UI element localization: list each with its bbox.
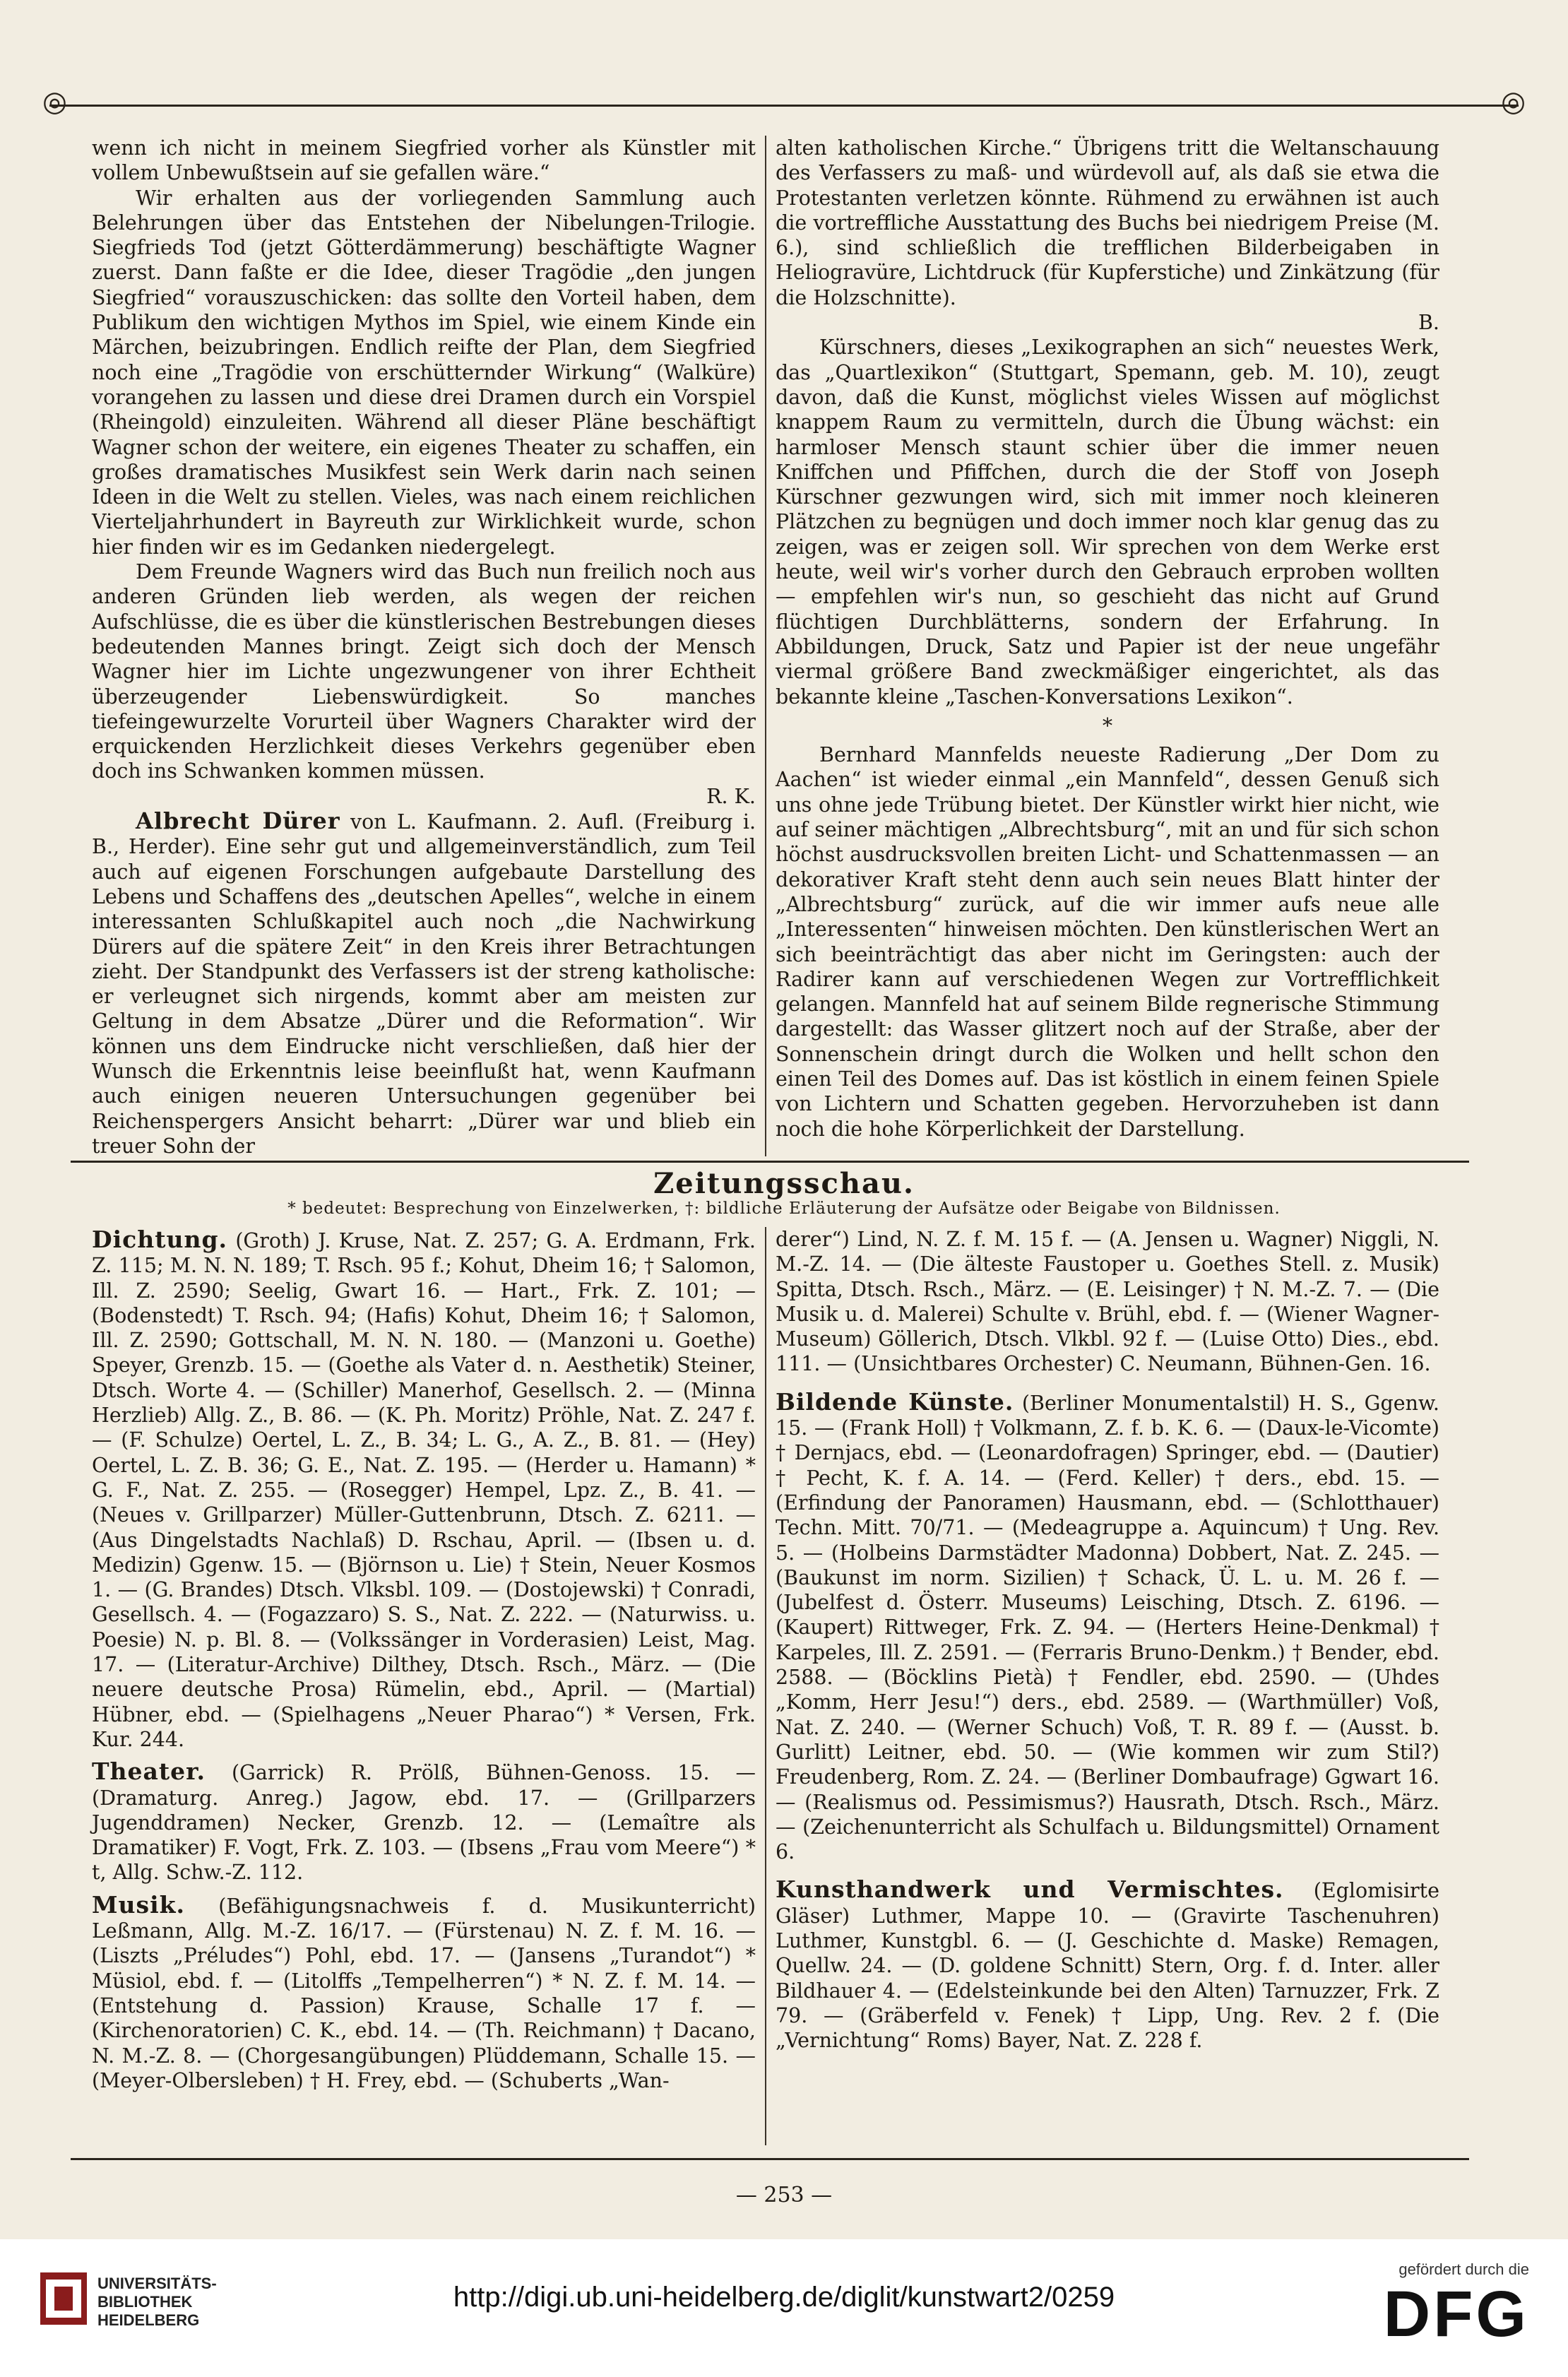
kunsthandwerk-heading: Kunsthandwerk und Vermischtes.	[776, 1875, 1284, 1904]
mannfeld-review: Bernhard Mannfelds neueste Radierung „Der Dom zu Aachen“ ist wieder einmal „ein Mannfeld“, dessen Genuß sich uns ohne jede Trübung bietet. Der Künstler wirkt hier nicht, wie auf seiner mächtigen „Albrechtsburg“, mit an und für sich schon höchst ausdrucksvollen breiten Licht- und Schattenmassen — an dekorativer Kraft steht denn auch sein neues Blatt hinter der „Albrechtsburg“ zurück, auf die wir immer aufs neue alle „Interessenten“ hinweisen möchten. Den künstlerischen Wert an sich beeinträchtigt das aber nicht im Geringsten: auch der Radirer kann auf verschiedenen Wegen zur Vortrefflichkeit gelangen. Mannfeld hat auf seinem Bilde regnerische Stimmung dargestellt: das Wasser glitzert noch auf der Straße, aber der Sonnenschein dringt durch die Wolken und hellt schon den einen Teil des Domes auf. Das ist köstlich in einem feinen Spiele von Lichtern und Schatten gegeben. Hervorzuheben ist dann noch die hohe Körperlichkeit der Darstellung.	[776, 743, 1439, 1141]
left-column-bottom	[92, 1227, 756, 2093]
footer-bar	[0, 2239, 1568, 2377]
bottom-rule	[71, 2158, 1469, 2160]
top-rule	[49, 105, 1519, 107]
right-column-bottom	[776, 1227, 1439, 2053]
ornament-right: ◎	[1501, 85, 1526, 118]
section-title: Zeitungsschau.	[653, 1167, 915, 1200]
paragraph: Dem Freunde Wagners wird das Buch nun freilich noch aus anderen Gründen lieb werden, als wegen der reichen Aufschlüsse, die es über die künstlerischen Bestrebungen dieses bedeutenden Mannes bringt. Zeigt sich doch der Mensch Wagner hier im Lichte ungezwungener von ihrer Echtheit überzeugender Liebenswürdigkeit. So manches tiefeingewurzelte Vorurteil über Wagners Charakter wird der erquickenden Herzlichkeit dieses Verkehrs gegenüber eben doch ins Schwanken kommen müssen.	[92, 560, 756, 783]
musik-text: (Befähigungsnachweis f. d. Musikunterricht) Leßmann, Allg. M.-Z. 16/17. — (Fürstenau) N. Z. f. M. 16. — (Liszts „Préludes“) Pohl, ebd. 17. — (Jansens „Turandot“) * Müsiol, ebd. f. — (Litolffs „Tempelherren“) * N. Z. f. M. 14. — (Entstehung d. Passion) Krause, Schalle 17 f. — (Kirchenoratorien) C. K., ebd. 14. — (Th. Reichmann) † Dacano, N. M.-Z. 8. — (Chorgesangübungen) Plüddemann, Schalle 15. — (Meyer-Olbersleben) † H. Frey, ebd. — (Schuberts „Wan-	[92, 1894, 756, 2092]
theater-entry	[92, 1759, 756, 1885]
theater-heading: Theater.	[92, 1757, 206, 1786]
page-number: — 253 —	[735, 2183, 833, 2207]
durer-text: von L. Kaufmann. 2. Aufl. (Freiburg i. B., Herder). Eine sehr gut und allgemeinverständlich, zum Teil auch auf eigenen Forschungen aufgebaute Darstellung des Lebens und Schaffens des „deutschen Apelles“, welche in einem interessanten Schlußkapitel auch noch „die Nachwirkung Dürers auf die spätere Zeit“ in den Kreis ihrer Betrachtungen zieht. Der Standpunkt des Verfassers ist der streng katholische: er verleugnet sich nirgends, kommt aber am meisten zur Geltung in dem Absatze „Dürer und die Reformation“. Wir können uns dem Eindrucke nicht verschließen, daß hier der Wunsch die Erkenntnis leise beeinflußt hat, wenn Kaufmann auch einigen neueren Untersuchungen gegenüber bei Reichenspergers Ansicht beharrt: „Dürer war und blieb ein treuer Sohn der	[92, 810, 756, 1158]
musik-continuation: derer“) Lind, N. Z. f. M. 15 f. — (A. Jensen u. Wagner) Niggli, N. M.-Z. 14. — (Die älteste Faustoper u. Goethes Stell. z. Musik) Spitta, Dtsch. Rsch., März. — (E. Leisinger) † N. M.-Z. 7. — (Die Musik u. d. Malerei) Schulte v. Brühl, ebd. f. — (Wiener Wagner-Museum) Göllerich, Dtsch. Vlkbl. 92 f. — (Luise Otto) Dies., ebd. 111. — (Unsichtbares Orchester) C. Neumann, Bühnen-Gen. 16.	[776, 1228, 1439, 1376]
uni-line: HEIDELBERG	[97, 2311, 200, 2329]
legend: * bedeutet: Besprechung von Einzelwerken, †: bildliche Erläuterung der Aufsätze oder Beigabe von Bildnissen.	[287, 1199, 1281, 1218]
uni-line: UNIVERSITÄTS-	[97, 2275, 217, 2292]
musik-entry	[92, 1892, 756, 2093]
signature: B.	[1418, 311, 1439, 335]
paragraph: alten katholischen Kirche.“ Übrigens tritt die Weltanschauung des Verfassers zu maß- und würdevoll auf, als daß sie etwa die Protestanten verletzen könnte. Rühmend zu erwähnen ist auch die vortreffliche Ausstattung des Buchs bei niedrigem Preise (M. 6.), sind schließlich die trefflichen Bilderbeigaben in Heliogravüre, Lichtdruck (für Kupferstiche) und Zinkätzung (für die Holzschnitte).	[776, 136, 1439, 309]
paragraph: wenn ich nicht in meinem Siegfried vorher als Künstler mit vollem Unbewußtsein auf sie gefallen wäre.“	[92, 136, 756, 185]
uni-line: BIBLIOTHEK	[97, 2293, 193, 2311]
dichtung-heading: Dichtung.	[92, 1226, 228, 1253]
right-column-top	[776, 136, 1439, 1142]
separator-star: *	[1102, 713, 1113, 737]
bildende-entry	[776, 1389, 1439, 1865]
dfg-logo: DFG	[1383, 2278, 1529, 2350]
paragraph: Wir erhalten aus der vorliegenden Sammlung auch Belehrungen über das Entstehen der Nibelungen-Trilogie. Siegfrieds Tod (jetzt Götterdämmerung) beschäftigte Wagner zuerst. Dann faßte er die Idee, dieser Tragödie „den jungen Siegfried“ vorauszuschicken: das sollte den Vorteil haben, dem Publikum den wichtigen Mythos im Spiel, wie einem Kinde ein Märchen, beizubringen. Endlich reifte der Plan, dem Siegfried noch eine „Tragödie von erschütternder Wirkung“ (Walküre) vorangehen zu lassen und diese drei Dramen durch ein Vorspiel (Rheingold) einzuleiten. Während all dieser Pläne beschäftigt Wagner schon der weitere, ein eigenes Theater zu schaffen, ein großes dramatisches Musikfest sein Werk darin nach seinen Ideen in die Welt zu stellen. Vieles, was nach einem reichlichen Vierteljahrhundert in Bayreuth zur Wirklichkeit wurde, schon hier finden wir es im Gedanken niedergelegt.	[92, 186, 756, 559]
signature: R. K.	[706, 784, 756, 808]
musik-heading: Musik.	[92, 1890, 185, 1919]
dichtung-entry	[92, 1227, 756, 1752]
bildende-text: (Berliner Monumentalstil) H. S., Ggenw. 15. — (Frank Holl) † Volkmann, Z. f. b. K. 6. — (Daux-le-Vicomte) † Dernjacs, ebd. — (Leonardofragen) Springer, ebd. — (Dautier) † Pecht, K. f. A. 14. — (Ferd. Keller) † ders., ebd. 15. — (Erfindung der Panoramen) Hausmann, ebd. — (Schlotthauer) Techn. Mitt. 70/71. — (Medeagruppe a. Aquincum) † Ung. Rev. 5. — (Holbeins Darmstädter Madonna) Dobbert, Nat. Z. 245. — (Baukunst im norm. Sizilien) † Schack, Ü. L. u. M. 26 f. — (Jubelfest d. Österr. Museums) Leisching, Dtsch. Z. 6196. — (Kaupert) Rittweger, Frk. Z. 94. — (Herters Heine-Denkmal) † Karpeles, Ill. Z. 2591. — (Ferraris Bruno-Denkm.) † Bender, ebd. 2588. — (Böcklins Pietà) † Fendler, ebd. 2590. — (Uhdes „Komm, Herr Jesu!“) ders., ebd. 2589. — (Warthmüller) Voß, Nat. Z. 240. — (Werner Schuch) Voß, T. R. 89 f. — (Ausst. b. Gurlitt) Leitner, ebd. 50. — (Wie kommen wir zum Stil?) Freudenberg, Rom. Z. 24. — (Berliner Dombaufrage) Ggwart 16. — (Realismus od. Pessimismus?) Hausrath, Dtsch. Rsch., März. — (Zeichenunterricht als Schulfach u. Bildungsmittel) Ornament 6.	[776, 1391, 1439, 1864]
kurschner-review: Kürschners, dieses „Lexikographen an sich“ neuestes Werk, das „Quartlexikon“ (Stuttgart, Spemann, geb. M. 10), zeugt davon, daß die Kunst, möglichst vieles Wissen auf möglichst knappem Raum zu vermitteln, durch die Übung wächst: ein harmloser Mensch staunt schier über die immer neuen Kniffchen und Pfiffchen, durch die der Stoff von Joseph Kürschner gezwungen wird, sich mit immer noch kleineren Plätzchen zu begnügen und doch immer noch klar genug das zu zeigen, was er zeigen soll. Wir sprechen von dem Werke erst heute, weil wir's vorher durch den Gebrauch erproben wollten — empfehlen wir's nun, so geschieht das nicht auf Grund flüchtigen Durchblätterns, sondern der Erfahrung. In Abbildungen, Druck, Satz und Papier ist der neue ungefähr viermal größere Band zweckmäßiger eingerichtet, als das bekannte kleine „Taschen-Konversations Lexikon“.	[776, 336, 1439, 709]
theater-text: (Garrick) R. Prölß, Bühnen-Genoss. 15. — (Dramaturg. Anreg.) Jagow, ebd. 17. — (Grillparzers Jugenddramen) Necker, Grenzb. 12. — (Lemaître als Dramatiker) F. Vogt, Frk. Z. 103. — (Ibsens „Frau vom Meere“) * t, Allg. Schw.-Z. 112.	[92, 1761, 756, 1885]
funded-by-label: gefördert durch die	[1398, 2260, 1529, 2278]
source-url-link[interactable]: http://digi.ub.uni-heidelberg.de/diglit/kunstwart2/0259	[453, 2282, 1115, 2313]
ornament-left: ◎	[42, 85, 67, 118]
durer-review	[92, 809, 756, 1158]
left-column-top	[92, 136, 756, 1158]
kunsthandwerk-entry	[776, 1877, 1439, 2053]
dichtung-text: (Groth) J. Kruse, Nat. Z. 257; G. A. Erdmann, Frk. Z. 115; M. N. N. 189; T. Rsch. 95 f.; Kohut, Dheim 16; † Salomon, Ill. Z. 2590; Seelig, Gwart 16. — Hart., Frk. Z. 101; —(Bodenstedt) T. Rsch. 94; (Hafis) Kohut, Dheim 16; † Salomon, Ill. Z. 2590; Gottschall, M. N. N. 180. — (Manzoni u. Goethe) Speyer, Grenzb. 15. — (Goethe als Vater d. n. Aesthetik) Steiner, Dtsch. Worte 4. — (Schiller) Manerhof, Gesellsch. 2. — (Minna Herzlieb) Allg. Z., B. 86. — (K. Ph. Moritz) Pröhle, Nat. Z. 247 f. — (F. Schulze) Oertel, L. Z., B. 34; L. G., A. Z., B. 81. — (Hey) Oertel, L. Z. B. 36; G. E., Nat. Z. 195. — (Herder u. Hamann) * G. F., Nat. Z. 255. — (Rosegger) Hempel, Lpz. Z., B. 41. — (Neues v. Grillparzer) Müller-Guttenbrunn, Dtsch. Z. 6211. — (Aus Dingelstadts Nachlaß) D. Rschau, April. — (Ibsen u. d. Medizin) Ggenw. 15. — (Björnson u. Lie) † Stein, Neuer Kosmos 1. — (G. Brandes) Dtsch. Vlksbl. 109. — (Dostojewski) † Conradi, Gesellsch. 4. — (Fogazzaro) S. S., Nat. Z. 222. — (Naturwiss. u. Poesie) N. p. Bl. 8. — (Volkssänger in Vorderasien) Leist, Mag. 17. — (Literatur-Archive) Dilthey, Dtsch. Rsch., März. — (Die neuere deutsche Prosa) Rümelin, ebd., April. — (Martial) Hübner, ebd. — (Spielhagens „Neuer Pharao“) * Versen, Frk. Kur. 244.	[92, 1229, 756, 1751]
column-divider-bottom	[765, 1227, 766, 2145]
bildende-heading: Bildende Künste.	[776, 1387, 1014, 1416]
durer-title: Albrecht Dürer	[136, 807, 340, 835]
section-rule	[71, 1161, 1469, 1163]
kunsthandwerk-text: (Eglomisirte Gläser) Luthmer, Mappe 10. — (Gravirte Taschenuhren) Luthmer, Kunstgbl. 6. — (J. Geschichte d. Maske) Remagen, Quellw. 24. — (D. goldene Schnitt) Stern, Org. f. d. Inter. aller Bildhauer 4. — (Edelsteinkunde bei den Alten) Tarnuzzer, Frk. Z 79. — (Gräberfeld v. Fenek) † Lipp, Ung. Rev. 2 f. (Die „Vernichtung“ Roms) Bayer, Nat. Z. 228 f.	[776, 1879, 1440, 2053]
column-divider-top	[765, 136, 766, 1156]
